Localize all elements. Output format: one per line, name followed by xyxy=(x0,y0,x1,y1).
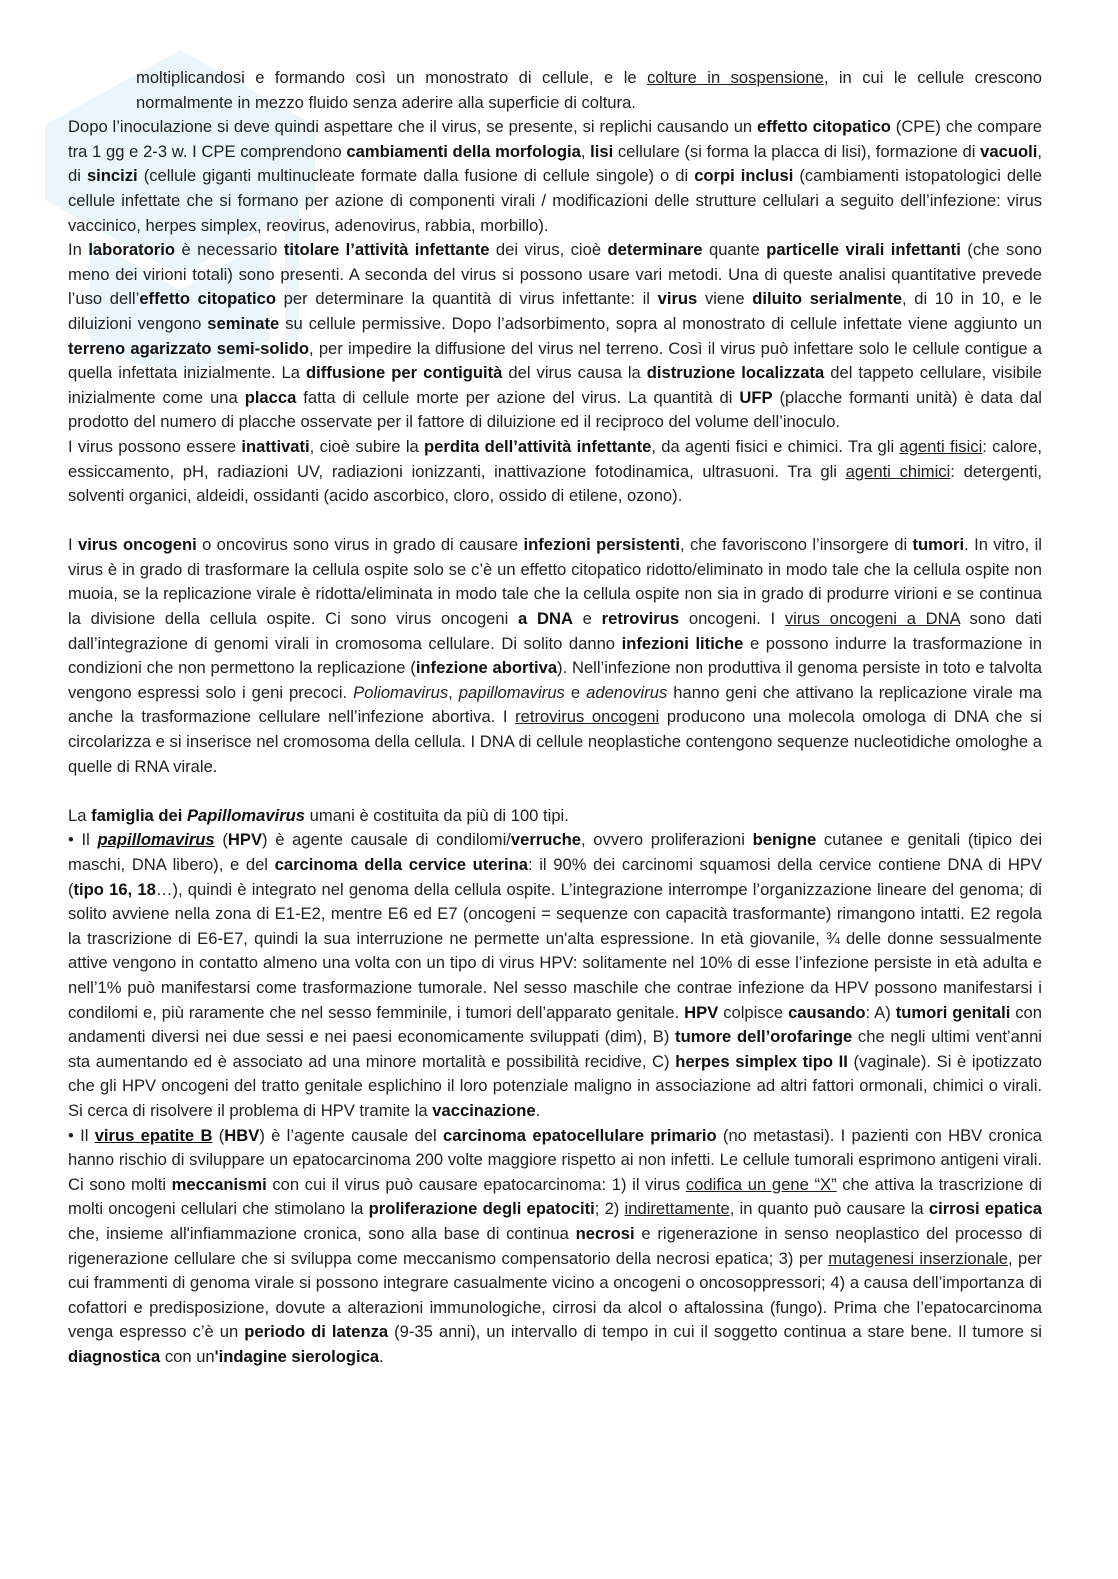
text-run: del virus causa la xyxy=(502,363,647,383)
text-run: virus oncogeni a DNA xyxy=(784,609,960,629)
text-run: , in cui le cellule crescono normalmente in mezzo fluido senza aderire alla superficie di coltura. xyxy=(136,68,1042,112)
text-run: meccanismi xyxy=(171,1174,267,1194)
text-run: , da agenti fisici e chimici. Tra gli xyxy=(651,436,900,456)
text-run: producono una molecola omologa di DNA che si circolarizza e si inserisce nel cromosoma della cellula. I DNA di cellule neoplastiche contengono sequenze nucleotidiche omologhe a quelle di RNA virale. xyxy=(68,707,1043,776)
text-run: : il 90% dei carcinomi squamosi della cervice contiene DNA di HPV ( xyxy=(68,855,1042,899)
text-run: inattivati xyxy=(241,436,310,456)
text-run: papillomavirus xyxy=(97,830,215,850)
text-run: In xyxy=(68,240,89,260)
text-run: ( xyxy=(214,830,228,850)
text-run: I virus possono essere xyxy=(68,436,242,456)
text-run: placca xyxy=(244,387,297,407)
text-run: carcinoma epatocellulare primario xyxy=(443,1125,717,1145)
text-run: fatta di cellule morte per azione del virus. La quantità di xyxy=(296,387,740,407)
text-run: , per cui frammenti di genoma virale si possono integrare casualmente vicino a oncogeni o oncosoppressori; 4) a causa dell’importanza di cofattori e predisposizione, dovute a alterazioni immunologiche, cirrosi da alcol o aftalossina (fungo). Prima che l’epatocarcinoma venga espresso c’è un xyxy=(68,1248,1042,1342)
text-run: (CPE) che compare tra 1 gg e 2-3 w. I CPE comprendono xyxy=(68,117,1042,161)
text-run: …), quindi è integrato nel genoma della cellula ospite. L’integrazione interrompe l’organizzazione lineare del genoma; di solito avviene nella zona di E1-E2, mentre E6 ed E7 (oncogeni = sequenze con capacità trasformante) rimangono intatti. E2 regola la trascrizione di E6-E7, quindi la sua interruzione ne permette un'alta espressione. In età giovanile, ¾ delle donne sessualmente attive vengono in contatto almeno una volta con un tipo di virus HPV: solitamente nel 10% di esse l’infezione persiste in età adulta e nell’1% può manifestarsi come trasformazione tumorale. Nel sesso maschile che contrae infezione da HPV possono manifestarsi i condilomi e, più raramente che nel sesso femminile, i tumori dell’apparato genitale. xyxy=(68,879,1042,1022)
text-run: carcinoma della cervice uterina xyxy=(274,855,528,874)
text-run: o oncovirus sono virus in grado di causare xyxy=(196,535,524,555)
paragraph xyxy=(68,1124,1042,1370)
text-run: (che sono meno dei virioni totali) sono presenti. A seconda del virus si possono usare vari metodi. Una di queste analisi quantitative prevede l’uso dell’ xyxy=(68,240,1043,309)
text-run: famiglia dei xyxy=(91,805,187,825)
text-run: agenti chimici xyxy=(845,461,951,481)
text-run: perdita dell’attività infettante xyxy=(424,436,652,456)
text-run: codifica un gene “X” xyxy=(685,1174,837,1194)
text-run: , di xyxy=(68,141,1042,186)
text-run: • Il xyxy=(68,1125,95,1145)
text-run: La xyxy=(68,805,92,825)
text-run: ; 2) xyxy=(594,1199,625,1219)
text-run: a DNA xyxy=(518,609,573,629)
text-run: distruzione localizzata xyxy=(646,363,825,383)
text-run: e xyxy=(572,609,602,629)
text-run: ). Nell’infezione non produttiva il genoma persiste in toto e talvolta vengono espressi solo i geni precoci. xyxy=(68,658,1042,702)
text-run: Papillomavirus xyxy=(186,805,306,825)
paragraph xyxy=(68,435,1042,509)
paragraph xyxy=(68,533,1042,779)
text-run: (9-35 anni), un intervallo di tempo in cui il soggetto continua a stare bene. Il tumore si xyxy=(388,1322,1042,1342)
text-run: virus xyxy=(657,289,698,309)
text-run: e xyxy=(564,682,587,702)
text-run: proliferazione degli epatociti xyxy=(368,1199,595,1219)
paragraph xyxy=(68,828,1042,1123)
text-run: cirrosi epatica xyxy=(928,1199,1042,1219)
text-run: seminate xyxy=(207,313,280,333)
text-run: causando xyxy=(788,1002,866,1022)
text-run: hanno geni che attivano la replicazione virale ma anche la trasformazione cellulare nell’infezione abortiva. I xyxy=(68,682,1042,727)
text-run: papillomavirus xyxy=(458,682,565,702)
text-run: con andamenti diversi nei due sessi e nei paesi economicamente sviluppati (dim), B) xyxy=(68,1002,1043,1047)
document-body xyxy=(68,66,1042,1369)
text-run: virus oncogeni xyxy=(77,535,197,555)
text-run: (placche formanti unità) è data dal prodotto del numero di placche osservate per il fattore di diluizione ed il reciproco del volume dell’inoculo. xyxy=(68,387,1042,432)
text-run: retrovirus oncogeni xyxy=(515,707,660,727)
text-run: verruche xyxy=(510,830,581,850)
text-run: sono dati dall’integrazione di genomi virali in cromosoma cellulare. Di solito danno xyxy=(68,609,1042,653)
text-run: : detergenti, solventi organici, aldeidi, ossidanti (acido ascorbico, cloro, ossido di etilene, ozono). xyxy=(68,461,1043,506)
text-run: UFP xyxy=(739,387,773,407)
text-run: oncogeni. I xyxy=(679,609,785,629)
text-run: tipo 16, 18 xyxy=(73,879,156,899)
text-run: , per impedire la diffusione del virus nel terreno. Così il virus può infettare solo le cellule contigue a quella infettata inizialmente. La xyxy=(68,338,1042,383)
text-run: infezioni litiche xyxy=(621,633,744,653)
text-run: corpi inclusi xyxy=(694,166,794,186)
text-run: 'indagine sierologica xyxy=(214,1346,380,1366)
text-run: che, insieme all'infiammazione cronica, sono alla base di continua xyxy=(68,1223,576,1243)
text-run: vaccinazione xyxy=(432,1100,536,1120)
text-run: effetto citopatico xyxy=(139,289,277,309)
paragraph xyxy=(68,238,1042,435)
text-run: diagnostica xyxy=(68,1346,161,1366)
text-run: con un xyxy=(160,1346,215,1366)
paragraph xyxy=(68,66,1042,115)
text-run: retrovirus xyxy=(601,609,680,629)
text-run: effetto citopatico xyxy=(757,117,891,137)
text-run: virus epatite B xyxy=(94,1125,213,1145)
text-run: • Il xyxy=(68,830,98,850)
text-run: quante xyxy=(702,240,767,260)
text-run: , xyxy=(448,682,459,702)
text-run: infezione abortiva xyxy=(415,658,558,678)
text-run: Dopo l’inoculazione si deve quindi aspettare che il virus, se presente, si replichi causando un xyxy=(68,117,758,137)
text-run: cutanee e genitali (tipico dei maschi, DNA libero), e del xyxy=(68,830,1043,874)
text-run: infezioni persistenti xyxy=(523,535,681,555)
text-run: , in quanto può causare la xyxy=(729,1199,929,1219)
text-run: lisi xyxy=(590,141,614,161)
text-run: . In vitro, il virus è in grado di trasformare la cellula ospite solo se c’è un effetto citopatico ridotto/eliminato in modo tale che la cellula ospite non muoia, se la replicazione virale è ridotta/eliminata in modo tale che la cellula ospite non sia in grado di produrre virioni e se continua la divisione della cellula ospite. Ci sono virus oncogeni xyxy=(68,535,1042,629)
text-run: particelle virali infettanti xyxy=(766,240,961,260)
text-run: diluito serialmente xyxy=(752,289,902,309)
paragraph xyxy=(68,115,1042,238)
text-run: Poliomavirus xyxy=(353,682,449,702)
text-run: colture in sospensione xyxy=(647,68,824,87)
text-run: herpes simplex tipo II xyxy=(675,1051,848,1071)
text-run: : calore, essiccamento, pH, radiazioni UV, radiazioni ionizzanti, inattivazione fotodinamica, ultrasuoni. Tra gli xyxy=(68,436,1042,481)
text-run: (vaginale). Si è ipotizzato che gli HPV oncogeni del tratto genitale esplichino il loro potenziale maligno in associazione ad altri fattori ormonali, chimici o virali. Si cerca di risolvere il problema di HPV tramite la xyxy=(68,1051,1042,1120)
text-run: HBV xyxy=(224,1125,260,1145)
text-run: è necessario xyxy=(174,240,284,260)
text-run: che negli ultimi vent’anni sta aumentando ed è associato ad una minore mortalità e possibilità recidive, C) xyxy=(68,1027,1042,1071)
paragraph xyxy=(68,804,1042,829)
text-run: agenti fisici xyxy=(899,436,983,456)
text-run: del tappeto cellulare, visibile inizialmente come una xyxy=(68,363,1042,407)
text-run: . xyxy=(535,1100,541,1120)
text-run: moltiplicandosi e formando così un monostrato di cellule, e le xyxy=(136,68,648,87)
text-run: necrosi xyxy=(575,1223,635,1243)
text-run: I xyxy=(68,535,78,555)
text-run: indirettamente xyxy=(624,1199,730,1219)
text-run: titolare l’attività infettante xyxy=(283,240,490,260)
text-run: ) è agente causale di condilomi/ xyxy=(262,830,511,850)
text-run: HPV xyxy=(227,830,263,850)
text-run: tumore dell’orofaringe xyxy=(675,1027,853,1047)
text-run: sincizi xyxy=(86,166,138,186)
text-run: ) è l’agente causale del xyxy=(259,1125,444,1145)
text-run: , che favoriscono l’insorgere di xyxy=(680,535,913,555)
text-run: cambiamenti della morfologia xyxy=(346,141,581,161)
text-run: : A) xyxy=(865,1002,896,1022)
text-run: cellulare (si forma la placca di lisi), formazione di xyxy=(613,141,981,161)
text-run: umani è costituita da più di 100 tipi. xyxy=(305,805,569,825)
text-run: benigne xyxy=(752,830,817,850)
text-run: . xyxy=(379,1346,384,1366)
text-run: , ovvero proliferazioni xyxy=(580,830,753,850)
text-run: , di 10 in 10, e le diluizioni vengono xyxy=(68,289,1042,333)
text-run: e rigenerazione in senso neoplastico del processo di rigenerazione cellulare che si sviluppa come meccanismo compensatorio della necrosi epatica; 3) per xyxy=(68,1223,1042,1268)
text-run: e possono indurre la trasformazione in condizioni che non permettono la replicazione ( xyxy=(68,633,1042,678)
text-run: , cioè subire la xyxy=(309,436,425,456)
paragraph-gap xyxy=(68,509,1042,534)
text-run: diffusione per contiguità xyxy=(306,363,503,383)
text-run: periodo di latenza xyxy=(244,1322,389,1342)
text-run: determinare xyxy=(607,240,703,260)
text-run: terreno agarizzato semi-solido xyxy=(68,338,309,358)
text-run: mutagenesi inserzionale xyxy=(828,1248,1008,1268)
text-run: HPV xyxy=(684,1002,719,1022)
text-run: ( xyxy=(212,1125,225,1145)
text-run: (cambiamenti istopatologici delle cellule infettate che si formano per azione di componenti virali / modificazioni delle strutture cellulari a seguito dell’infezione: virus vaccinico, herpes simplex, reovirus, adenovirus, rabbia, morbillo). xyxy=(68,166,1042,235)
text-run: adenovirus xyxy=(586,682,668,702)
text-run: colpisce xyxy=(718,1002,789,1022)
text-run: per determinare la quantità di virus infettante: il xyxy=(276,289,658,309)
text-run: con cui il virus può causare epatocarcinoma: 1) il virus xyxy=(266,1174,686,1194)
text-run: vacuoli xyxy=(980,141,1038,161)
text-run: tumori genitali xyxy=(895,1002,1011,1022)
text-run: (cellule giganti multinucleate formate dalla fusione di cellule singole) o di xyxy=(137,166,695,186)
text-run: viene xyxy=(697,289,753,309)
text-run: che attiva la trascrizione di molti oncogeni cellulari che stimolano la xyxy=(68,1174,1042,1219)
text-run: tumori xyxy=(912,535,965,555)
text-run: su cellule permissive. Dopo l’adsorbimento, sopra al monostrato di cellule infettate viene aggiunto un xyxy=(279,313,1042,333)
text-run: laboratorio xyxy=(88,240,175,260)
paragraph-gap xyxy=(68,779,1042,804)
text-run: dei virus, cioè xyxy=(489,240,608,260)
text-run: (no metastasi). I pazienti con HBV cronica hanno rischio di sviluppare un epatocarcinoma 200 volte maggiore rispetto ai non infetti. Le cellule tumorali esprimono antigeni virali. Ci sono molti xyxy=(68,1125,1043,1194)
text-run: , xyxy=(580,141,591,161)
